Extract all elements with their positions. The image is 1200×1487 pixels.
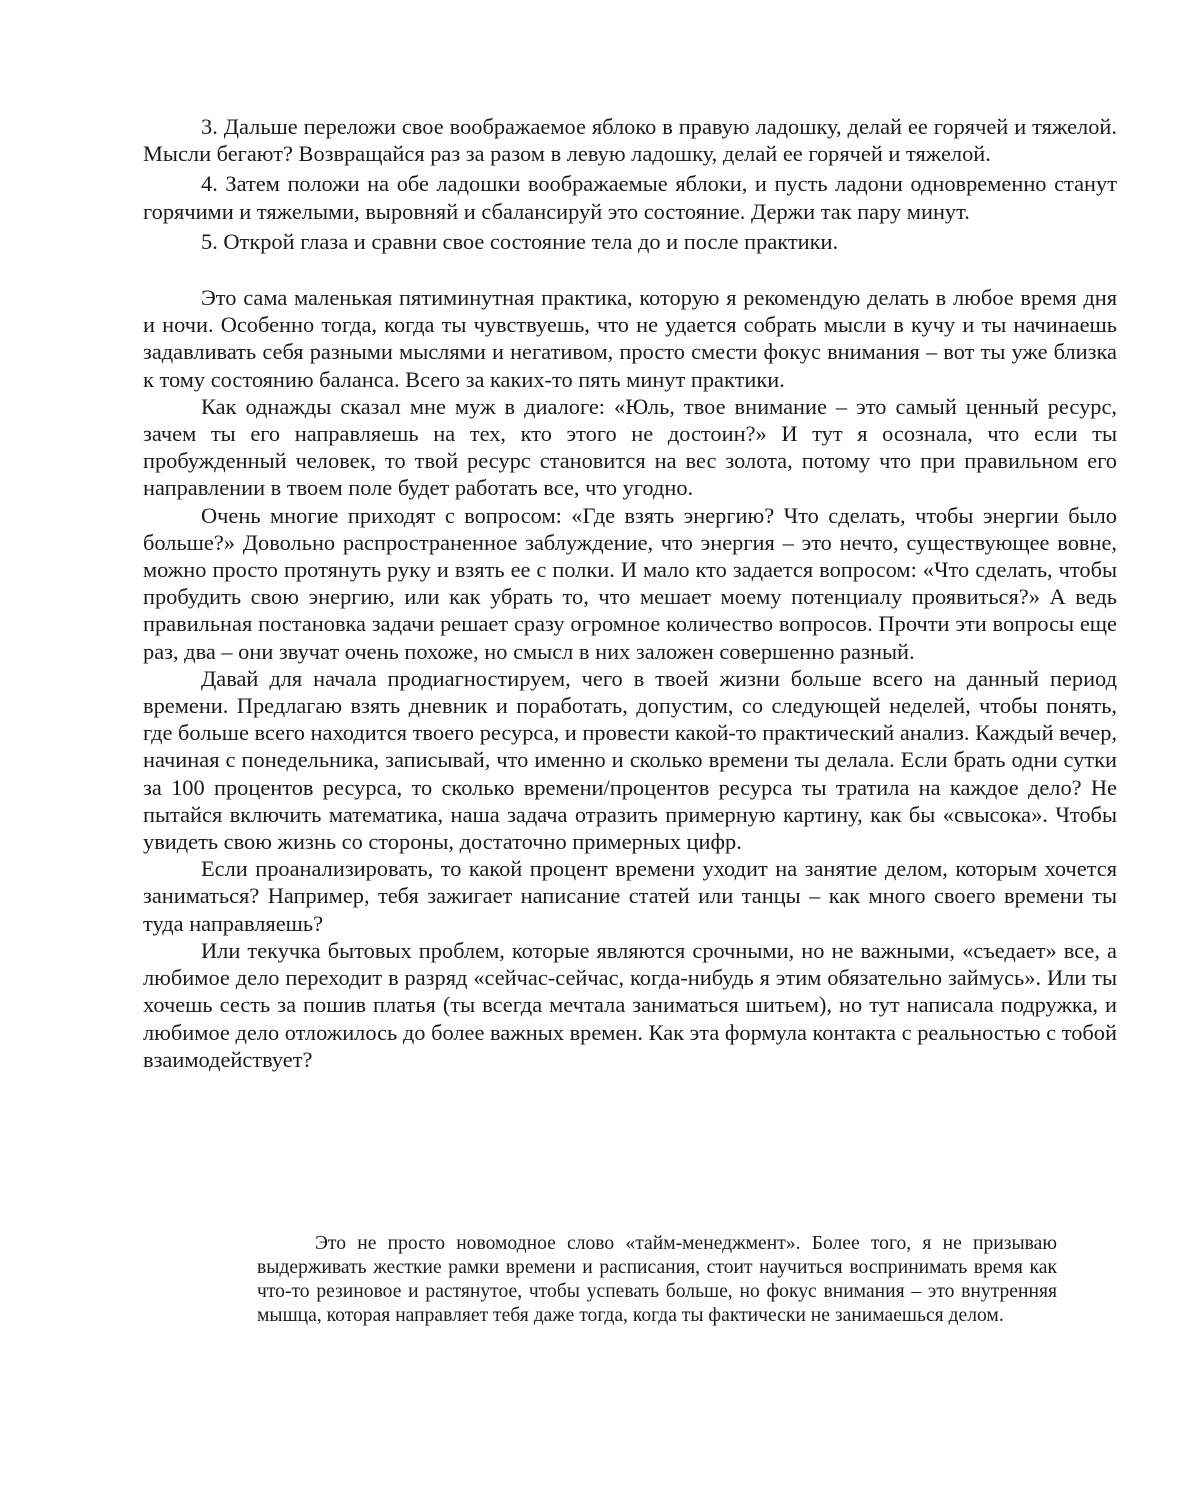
section-gap <box>143 255 1117 284</box>
paragraph-routine: Или текучка бытовых проблем, которые являются срочными, но не важными, «съедает» все, а любимое дело переходит в разряд «сейчас-сейчас, когда-нибудь я этим обязательно займусь». Или ты хочешь сесть за пошив платья (ты всегда мечтала заниматься шитьем), но тут написала подружка, и любимое дело отложилось до более важных времен. Как эта формула контакта с реальностью с тобой взаимодействует? <box>143 937 1117 1072</box>
block-quote <box>257 1232 1057 1328</box>
step-5: 5. Открой глаза и сравни свое состояние тела до и после практики. <box>201 228 839 254</box>
paragraph-practice-summary: Это сама маленькая пятиминутная практика, которую я рекомендую делать в любое время дня и ночи. Особенно тогда, когда ты чувствуешь, что не удается собрать мысли в кучу и ты начинаешь задавливать себя разными мыслями и негативом, просто смести фокус внимания – вот ты уже близка к тому состоянию баланса. Всего за каких-то пять минут практики. <box>143 285 1117 392</box>
quote-text: Это не просто новомодное слово «тайм-менеджмент». Более того, я не призываю выдерживать жесткие рамки времени и расписания, стоит научиться воспринимать время как что-то резиновое и растянутое, чтобы успевать больше, но фокус внимания – это внутренняя мышца, которая направляет тебя даже тогда, когда ты фактически не занимаешься делом. <box>257 1233 1057 1326</box>
paragraph-time-analysis: Если проанализировать, то какой процент времени уходит на занятие делом, которым хочется заниматься? Например, тебя зажигает написание статей или танцы – как много своего времени ты туда направляешь? <box>143 856 1117 936</box>
step-4: 4. Затем положи на обе ладошки воображаемые яблоки, и пусть ладони одновременно станут горячими и тяжелыми, выровняй и сбалансируй это состояние. Держи так пару минут. <box>143 171 1117 224</box>
paragraph-diagnostics: Давай для начала продиагностируем, чего в твоей жизни больше всего на данный период времени. Предлагаю взять дневник и поработать, допустим, со следующей неделей, чтобы понять, где больше всего находится твоего ресурса, и провести какой-то практический анализ. Каждый вечер, начиная с понедельника, записывай, что именно и сколько времени ты делала. Если брать одни сутки за 100 процентов ресурса, то сколько времени/процентов ресурса ты тратила на каждое дело? Не пытайся включить математика, наша задача отразить примерную картину, как бы «свысока». Чтобы увидеть свою жизнь со стороны, достаточно примерных цифр. <box>143 665 1117 855</box>
paragraph-energy-question: Очень многие приходят с вопросом: «Где взять энергию? Что сделать, чтобы энергии было больше?» Довольно распространенное заблуждение, что энергия – это нечто, существующее вовне, можно просто протянуть руку и взять ее с полки. И мало кто задается вопросом: «Что сделать, чтобы пробудить свою энергию, или как убрать то, что мешает моему потенциалу проявиться?» А ведь правильная постановка задачи решает сразу огромное количество вопросов. Прочти эти вопросы еще раз, два – они звучат очень похоже, но смысл в них заложен совершенно разный. <box>143 502 1117 664</box>
practice-steps <box>143 113 1117 255</box>
paragraph-husband-quote: Как однажды сказал мне муж в диалоге: «Юль, твое внимание – это самый ценный ресурс, зачем ты его направляешь на тех, кто этого не достоин?» И тут я осознала, что если ты пробужденный человек, то твой ресурс становится на вес золота, потому что при правильном его направлении в твоем поле будет работать все, что угодно. <box>143 393 1117 501</box>
document-body <box>143 113 1117 1073</box>
step-3: 3. Дальше переложи свое воображаемое яблоко в правую ладошку, делай ее горячей и тяжелой. Мысли бегают? Возвращайся раз за разом в левую ладошку, делай ее горячей и тяжелой. <box>143 114 1117 167</box>
